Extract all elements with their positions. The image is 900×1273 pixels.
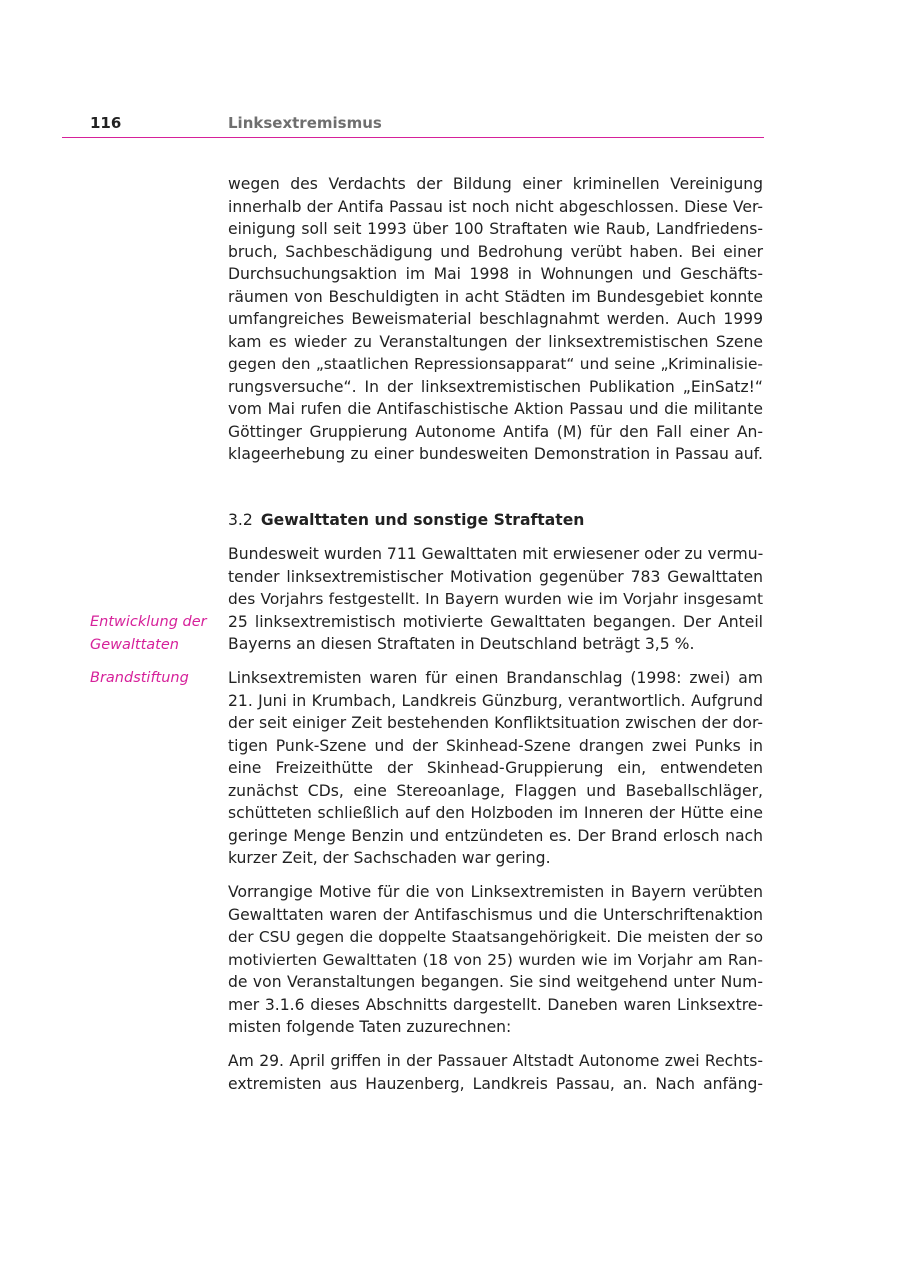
section-title: Gewalttaten und sonstige Straftaten (260, 511, 585, 529)
margin-note-line: Gewalttaten (90, 636, 179, 653)
paragraph-5 (228, 1050, 763, 1095)
text-line: Linksextremisten waren für einen Brandanschlag (1998: zwei) am (228, 669, 763, 687)
text-line: der CSU gegen die doppelte Staatsangehörigkeit. Die meisten der so (228, 928, 763, 946)
text-line: Durchsuchungsaktion im Mai 1998 in Wohnungen und Geschäfts- (228, 265, 763, 283)
text-line: geringe Menge Benzin und entzündeten es. Der Brand erlosch nach (228, 826, 763, 845)
section-number: 3.2 (228, 511, 253, 529)
section-heading (228, 511, 584, 529)
running-title: Linksextremismus (228, 114, 382, 132)
text-line: wegen des Verdachts der Bildung einer kriminellen Vereinigung (228, 175, 763, 193)
paragraph-1 (228, 173, 763, 466)
text-line: räumen von Beschuldigten in acht Städten im Bundesgebiet konnte (228, 287, 763, 306)
header-rule (62, 137, 764, 138)
text-line: umfangreiches Beweismaterial beschlagnahmt werden. Auch 1999 (228, 310, 763, 328)
text-line: Am 29. April griffen in der Passauer Altstadt Autonome zwei Rechts- (228, 1052, 763, 1070)
text-line: 25 linksextremistisch motivierte Gewalttaten begangen. Der Anteil (228, 612, 763, 631)
text-line: tender linksextremistischer Motivation gegenüber 783 Gewalttaten (228, 567, 763, 586)
text-line: tigen Punk-Szene und der Skinhead-Szene drangen zwei Punks in (228, 736, 763, 755)
text-line: Vorrangige Motive für die von Linksextremisten in Bayern verübten (228, 883, 763, 901)
text-line: Göttinger Gruppierung Autonome Antifa (M) für den Fall einer An- (228, 422, 763, 441)
text-line: Bundesweit wurden 711 Gewalttaten mit erwiesener oder zu vermu- (228, 545, 764, 563)
text-line: rungsversuche“. In der linksextremistischen Publikation „EinSatz!“ (228, 377, 763, 396)
text-line: innerhalb der Antifa Passau ist noch nicht abgeschlossen. Diese Ver- (228, 197, 763, 216)
text-line: klageerhebung zu einer bundesweiten Demonstration in Passau auf. (228, 445, 763, 463)
text-line: einigung soll seit 1993 über 100 Straftaten wie Raub, Landfriedens- (228, 220, 763, 238)
text-line: Gewalttaten waren der Antifaschismus und die Unterschriftenaktion (228, 905, 763, 924)
text-line: des Vorjahrs festgestellt. In Bayern wurden wie im Vorjahr insgesamt (228, 590, 763, 608)
text-line: misten folgende Taten zuzurechnen: (228, 1018, 512, 1036)
text-line: 21. Juni in Krumbach, Landkreis Günzburg, verantwortlich. Aufgrund (228, 691, 763, 710)
text-line: gegen den „staatlichen Repressionsapparat“ und seine „Kriminalisie- (228, 355, 763, 373)
text-line: motivierten Gewalttaten (18 von 25) wurden wie im Vorjahr am Ran- (228, 950, 763, 969)
text-line: schütteten schließlich auf den Holzboden im Inneren der Hütte eine (228, 804, 763, 822)
margin-note-arson (90, 667, 220, 690)
text-line: bruch, Sachbeschädigung und Bedrohung verübt haben. Bei einer (228, 242, 763, 261)
text-line: zunächst CDs, eine Stereoanlage, Flaggen und Baseballschläger, (228, 781, 763, 800)
margin-note-line: Brandstiftung (90, 670, 189, 686)
margin-note-development (90, 611, 220, 656)
text-line: Bayerns an diesen Straftaten in Deutschland beträgt 3,5 %. (228, 635, 695, 653)
paragraph-2 (228, 543, 763, 656)
text-line: eine Freizeithütte der Skinhead-Gruppierung ein, entwendeten (228, 759, 763, 777)
text-line: extremisten aus Hauzenberg, Landkreis Passau, an. Nach anfäng- (228, 1074, 763, 1093)
paragraph-3 (228, 667, 763, 870)
text-line: de von Veranstaltungen begangen. Sie sind weitgehend unter Num- (228, 973, 763, 991)
text-line: vom Mai rufen die Antifaschistische Aktion Passau und die militante (228, 400, 763, 418)
text-line: der seit einiger Zeit bestehenden Konfliktsituation zwischen der dor- (228, 714, 763, 732)
text-line: kurzer Zeit, der Sachschaden war gering. (228, 849, 551, 867)
page-number: 116 (90, 114, 122, 132)
text-line: mer 3.1.6 dieses Abschnitts dargestellt. Daneben waren Linksextre- (228, 995, 763, 1014)
paragraph-4 (228, 881, 763, 1039)
margin-note-line: Entwicklung der (90, 614, 207, 630)
text-line: kam es wieder zu Veranstaltungen der linksextremistischen Szene (228, 332, 763, 351)
